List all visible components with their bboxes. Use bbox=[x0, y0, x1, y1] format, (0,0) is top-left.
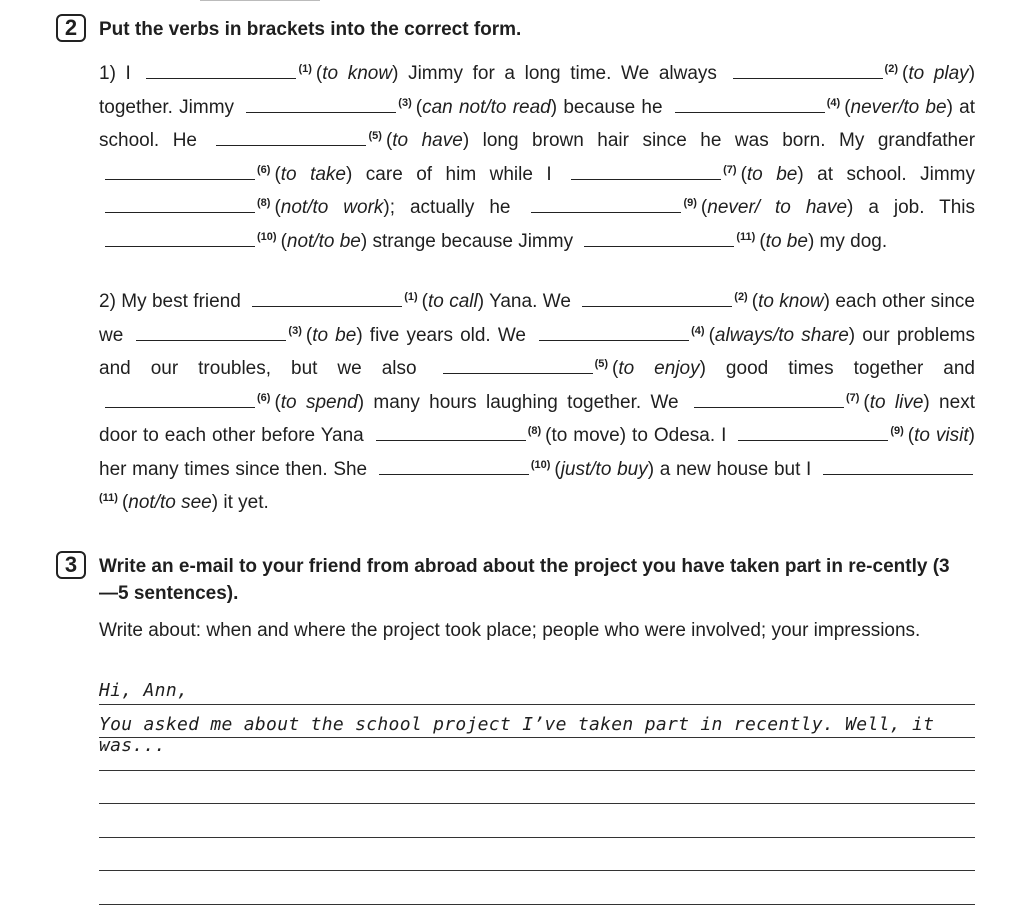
answer-blank[interactable] bbox=[246, 97, 396, 113]
writing-line-6[interactable] bbox=[99, 870, 975, 871]
text-segment: ) five years old. We bbox=[356, 324, 534, 346]
text-segment: ) strange because Jimmy bbox=[360, 230, 579, 252]
blank-number: (5) bbox=[594, 358, 609, 370]
blank-number: (2) bbox=[884, 63, 898, 75]
text-segment: ) Jimmy for a long time. We always bbox=[392, 63, 727, 84]
answer-blank[interactable] bbox=[694, 392, 844, 408]
blank-number: (8) bbox=[257, 197, 271, 209]
text-segment: (to move) to Odesa. I bbox=[545, 425, 733, 446]
text-segment: ) our problems and our troubles, but we also bbox=[99, 324, 975, 379]
text-segment: ( bbox=[708, 324, 715, 346]
text-segment: ( bbox=[385, 130, 393, 151]
text-segment: ( bbox=[902, 63, 909, 84]
verb-hint: to play bbox=[908, 63, 969, 84]
answer-blank[interactable] bbox=[582, 291, 732, 307]
answer-blank[interactable] bbox=[733, 63, 883, 79]
text-segment: ) her many times since then. She bbox=[99, 425, 975, 480]
blank-number: (3) bbox=[288, 324, 302, 337]
text-segment: ) at school. He bbox=[99, 96, 975, 151]
verb-hint: not/to be bbox=[286, 230, 361, 252]
task-2-number-badge: 2 bbox=[56, 14, 86, 42]
blank-number: (1) bbox=[298, 63, 312, 75]
verb-hint: never/ to have bbox=[707, 197, 848, 218]
blank-number: (2) bbox=[734, 291, 748, 303]
verb-hint: to know bbox=[322, 63, 393, 84]
answer-blank[interactable] bbox=[376, 425, 526, 441]
writing-line-4[interactable] bbox=[99, 803, 975, 804]
text-segment: ) because he bbox=[550, 96, 669, 118]
text-segment: ( bbox=[759, 230, 766, 252]
verb-hint: to be bbox=[746, 163, 798, 185]
verb-hint: to spend bbox=[280, 391, 358, 413]
answer-blank[interactable] bbox=[136, 325, 286, 341]
verb-hint: to be bbox=[765, 230, 808, 252]
task-3-title: Write an e-mail to your friend from abroad about the project you have taken part in re-cently (3—5 sentences). bbox=[99, 556, 950, 604]
email-answer-line: You asked me about the school project I’ve taken part in recently. Well, it was... bbox=[99, 714, 935, 756]
blank-number: (7) bbox=[723, 163, 737, 176]
blank-number: (10) bbox=[257, 230, 277, 243]
writing-line-7[interactable] bbox=[99, 904, 975, 905]
task-3-number-badge: 3 bbox=[56, 551, 86, 579]
text-segment: ( bbox=[740, 163, 747, 185]
answer-blank[interactable] bbox=[584, 231, 734, 247]
text-segment: ) many hours laughing together. We bbox=[357, 391, 688, 413]
verb-hint: to live bbox=[869, 391, 924, 413]
blank-number: (1) bbox=[404, 291, 418, 303]
blank-number: (11) bbox=[736, 230, 756, 243]
task-3-instructions: Write about: when and where the project took place; people who were involved; your impressions. bbox=[99, 620, 921, 641]
text-segment: 1) I bbox=[99, 63, 141, 84]
answer-blank[interactable] bbox=[105, 231, 255, 247]
text-segment: ( bbox=[554, 458, 561, 480]
task-2-paragraph-1 bbox=[99, 57, 975, 258]
verb-hint: never/to be bbox=[850, 96, 947, 118]
answer-blank[interactable] bbox=[738, 425, 888, 441]
blank-number: (10) bbox=[530, 458, 551, 471]
text-segment: 2) My best friend bbox=[99, 291, 247, 312]
verb-hint: always/to share bbox=[714, 324, 849, 346]
text-segment: ( bbox=[700, 197, 708, 218]
top-edge-rule bbox=[200, 0, 320, 1]
text-segment: ( bbox=[280, 230, 287, 252]
verb-hint: to know bbox=[758, 291, 824, 312]
writing-line-3[interactable] bbox=[99, 770, 975, 771]
verb-hint: to visit bbox=[914, 425, 969, 446]
answer-blank[interactable] bbox=[823, 459, 973, 475]
text-segment: ) good times together and bbox=[699, 358, 975, 379]
text-segment: ) it yet. bbox=[211, 492, 269, 513]
answer-blank[interactable] bbox=[571, 164, 721, 180]
blank-number: (4) bbox=[826, 96, 841, 109]
verb-hint: to enjoy bbox=[618, 358, 700, 379]
blank-number: (6) bbox=[257, 163, 271, 176]
text-segment: ) each other since we bbox=[99, 291, 975, 346]
verb-hint: not/to work bbox=[280, 197, 384, 218]
verb-hint: to take bbox=[280, 163, 347, 185]
blank-number: (9) bbox=[890, 425, 904, 437]
blank-number: (11) bbox=[99, 492, 118, 504]
email-greeting: Hi, Ann, bbox=[99, 680, 189, 701]
answer-blank[interactable] bbox=[105, 164, 255, 180]
text-segment: ( bbox=[751, 291, 759, 312]
text-segment: ) a job. This bbox=[847, 197, 975, 218]
task-2-paragraph-2 bbox=[99, 285, 975, 520]
text-segment: ( bbox=[305, 324, 313, 346]
text-segment: ( bbox=[274, 163, 281, 185]
writing-line-2[interactable] bbox=[99, 737, 975, 738]
text-segment: ) at school. Jimmy bbox=[797, 163, 975, 185]
text-segment: ) Yana. We bbox=[477, 291, 577, 312]
verb-hint: to call bbox=[427, 291, 478, 312]
task-2-title: Put the verbs in brackets into the correct form. bbox=[99, 19, 522, 40]
text-segment: ( bbox=[844, 96, 851, 118]
answer-blank[interactable] bbox=[216, 130, 366, 146]
blank-number: (8) bbox=[527, 425, 542, 437]
text-segment: ( bbox=[315, 63, 323, 84]
verb-hint: to have bbox=[392, 130, 463, 151]
writing-line-5[interactable] bbox=[99, 837, 975, 838]
answer-blank[interactable] bbox=[252, 291, 402, 307]
text-segment: ( bbox=[421, 291, 428, 312]
blank-number: (9) bbox=[683, 197, 697, 209]
verb-hint: can not/to read bbox=[422, 96, 551, 118]
answer-blank[interactable] bbox=[379, 459, 529, 475]
verb-hint: not/to see bbox=[128, 492, 212, 513]
text-segment: ) next door to each other before Yana bbox=[99, 391, 975, 446]
text-segment: ( bbox=[274, 197, 281, 218]
text-segment: ) together. Jimmy bbox=[99, 63, 976, 118]
writing-line-1[interactable] bbox=[99, 704, 975, 705]
answer-blank[interactable] bbox=[105, 197, 255, 213]
text-segment: ( bbox=[907, 425, 915, 446]
verb-hint: to be bbox=[312, 324, 357, 346]
verb-hint: just/to buy bbox=[560, 458, 648, 480]
text-segment: ( bbox=[863, 391, 870, 413]
blank-number: (3) bbox=[398, 96, 412, 109]
blank-number: (4) bbox=[691, 324, 705, 337]
answer-blank[interactable] bbox=[146, 63, 296, 79]
text-segment: ( bbox=[612, 358, 619, 379]
text-segment: ) long brown hair since he was born. My grandfather bbox=[462, 130, 976, 151]
answer-blank[interactable] bbox=[443, 358, 593, 374]
answer-blank[interactable] bbox=[105, 392, 255, 408]
text-segment: ) a new house but I bbox=[647, 458, 817, 480]
answer-blank[interactable] bbox=[675, 97, 825, 113]
text-segment: ) my dog. bbox=[807, 230, 888, 252]
text-segment: ( bbox=[274, 391, 281, 413]
blank-number: (6) bbox=[257, 391, 271, 404]
text-segment: ); actually he bbox=[383, 197, 526, 218]
text-segment: ( bbox=[415, 96, 423, 118]
answer-blank[interactable] bbox=[539, 325, 689, 341]
text-segment: ( bbox=[121, 492, 129, 513]
blank-number: (5) bbox=[368, 130, 382, 142]
text-segment: ) care of him while I bbox=[346, 163, 566, 185]
answer-blank[interactable] bbox=[531, 197, 681, 213]
blank-number: (7) bbox=[845, 391, 860, 404]
